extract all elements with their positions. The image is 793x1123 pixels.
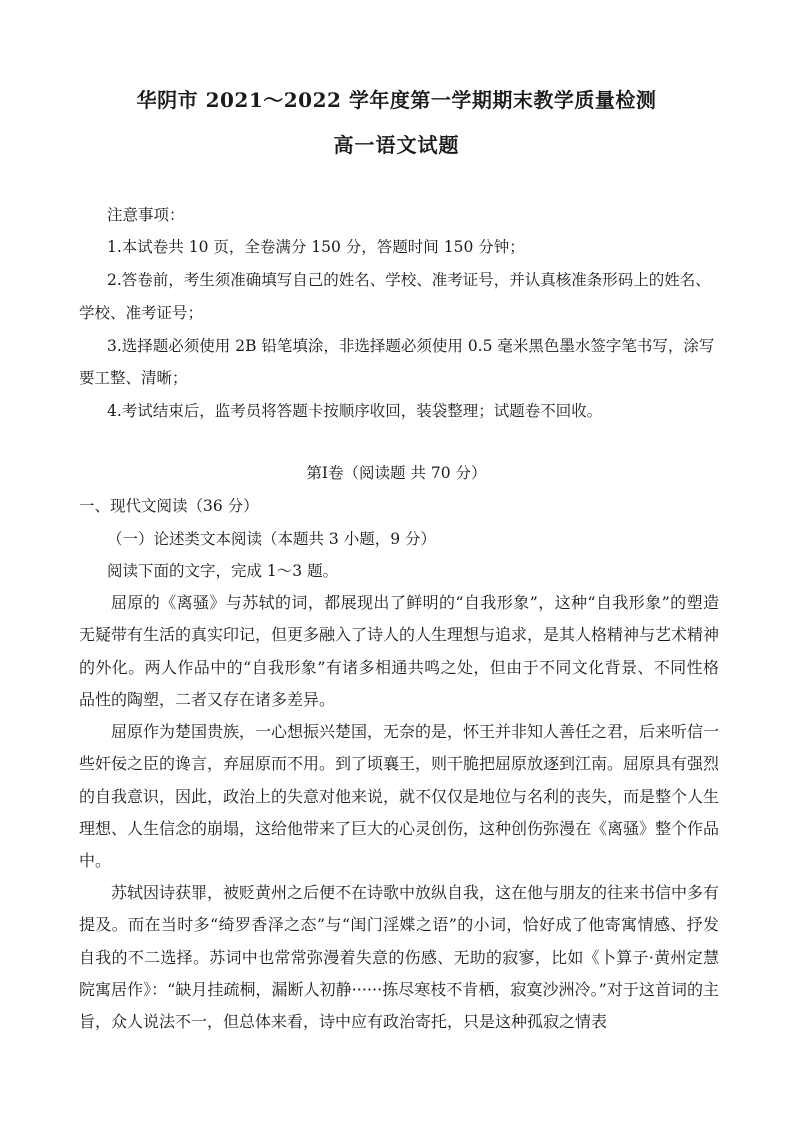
passage-paragraph-2: 屈原作为楚国贵族，一心想振兴楚国，无奈的是，怀王并非知人善任之君，后来听信一些奸佞之臣的谗言，弃屈原而不用。到了顷襄王，则干脆把屈原放逐到江南。屈原具有强烈的自我意识，因此，政治上的失意对他来说，就不仅仅是地位与名利的丧失，而是整个人生理想、人生信念的崩塌，这给他带来了巨大的心灵创伤，这种创伤弥漫在《离骚》整个作品中。 bbox=[79, 722, 720, 871]
notes-heading: 注意事项： bbox=[107, 206, 185, 224]
notes-item-3: 3.选择题必须使用 2B 铅笔填涂，非选择题必须使用 0.5 毫米黑色墨水签字笔书写，涂写 bbox=[107, 337, 715, 355]
section-heading: 一、现代文阅读（36 分） bbox=[79, 497, 259, 515]
passage-paragraph-3: 苏轼因诗获罪，被贬黄州之后便不在诗歌中放纵自我，这在他与朋友的往来书信中多有提及。而在当时多“绮罗香泽之态”与“闺门淫媟之语”的小词，恰好成了他寄寓情感、抒发自我的不二选择。苏词中也常常弥漫着失意的伤感、无助的寂寥，比如《卜算子·黄州定慧院寓居作》：“缺月挂疏桐，漏断人初静······拣尽寒枝不肯栖，寂寞沙洲冷。”对于这首词的主旨，众人说法不一，但总体来看，诗中应有政治寄托，只是这种孤寂之情表 bbox=[79, 883, 720, 1032]
subsection-heading: （一）论述类文本阅读（本题共 3 小题，9 分） bbox=[107, 530, 437, 548]
reading-instruction: 阅读下面的文字，完成 1～3 题。 bbox=[107, 562, 339, 580]
exam-subtitle: 高一语文试题 bbox=[333, 133, 460, 157]
exam-title: 华阴市 2021～2022 学年度第一学期期末教学质量检测 bbox=[136, 88, 657, 112]
passage-paragraph-1: 屈原的《离骚》与苏轼的词，都展现出了鲜明的“自我形象”，这种“自我形象”的塑造无疑带有生活的真实印记，但更多融入了诗人的人生理想与追求，是其人格精神与艺术精神的外化。两人作品中的“自我形象”有诸多相通共鸣之处，但由于不同文化背景、不同性格品性的陶塑，二者又存在诸多差异。 bbox=[79, 593, 720, 709]
volume-heading: 第Ⅰ卷（阅读题 共 70 分） bbox=[306, 464, 487, 482]
notes-item-4: 4.考试结束后，监考员将答题卡按顺序收回，装袋整理；试题卷不回收。 bbox=[107, 402, 603, 420]
notes-item-3-continued: 要工整、清晰； bbox=[79, 369, 188, 387]
notes-item-1: 1.本试卷共 10 页，全卷满分 150 分，答题时间 150 分钟； bbox=[107, 238, 525, 256]
notes-item-2: 2.答卷前，考生须准确填写自己的姓名、学校、准考证号，并认真核准条形码上的姓名、 bbox=[107, 271, 711, 289]
notes-item-2-continued: 学校、准考证号； bbox=[79, 304, 204, 322]
